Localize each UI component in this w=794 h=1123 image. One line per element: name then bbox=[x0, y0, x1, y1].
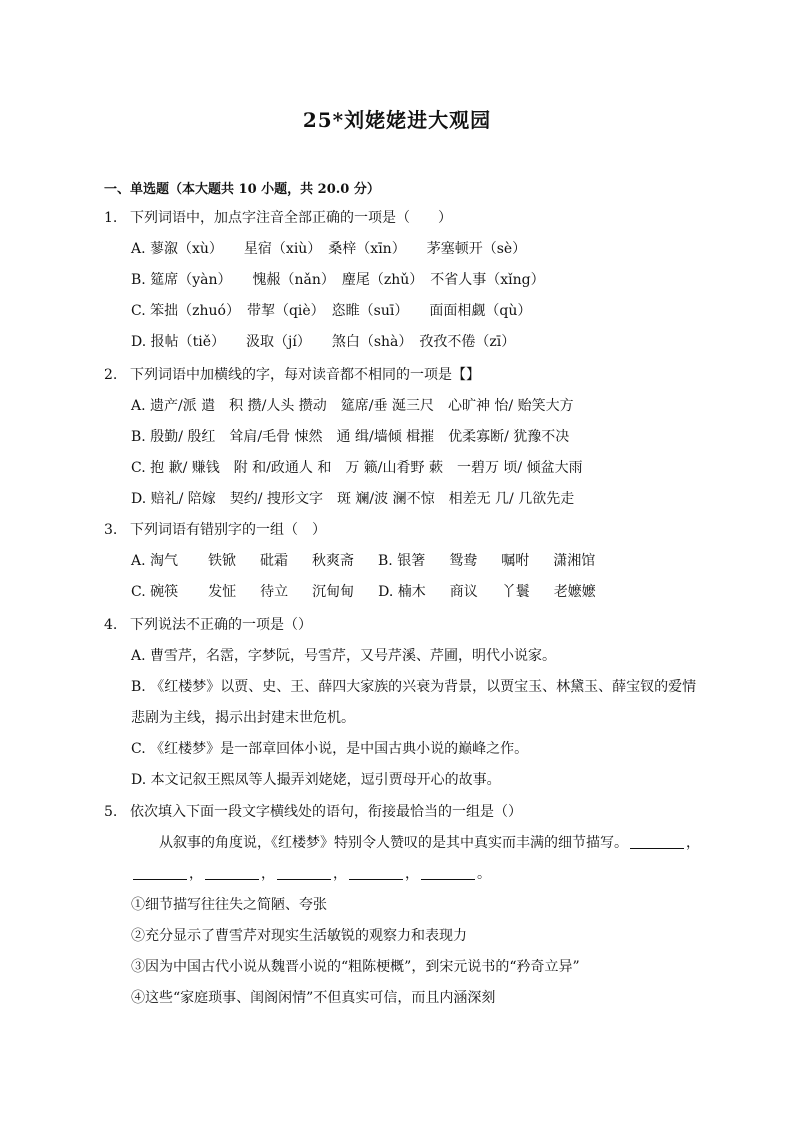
comma: ， bbox=[405, 866, 419, 882]
option-a: A. 遗产/派 遣 积 攒/人头 攒动 筵席/垂 涎三尺 心旷神 怡/ 贻笑大方 bbox=[131, 398, 574, 414]
passage-text: 从叙事的角度说，《红楼梦》特别令人赞叹的是其中真实而丰满的细节描写。 bbox=[159, 835, 628, 851]
fill-blank bbox=[277, 865, 331, 880]
option-word: 秋爽斋 bbox=[312, 553, 355, 569]
option-word: 嘱咐 bbox=[501, 553, 530, 569]
question-1 bbox=[104, 207, 452, 227]
sentence-item: ②充分显示了曹雪芹对现实生活敏锐的观察力和表现力 bbox=[131, 928, 467, 944]
option-a: A. 曹雪芹，名霑，字梦阮，号雪芹，又号芹溪、芹圃，明代小说家。 bbox=[131, 648, 557, 664]
comma: ， bbox=[189, 866, 203, 882]
option-d: D. 本文记叙王熙凤等人撮弄刘姥姥，逗引贾母开心的故事。 bbox=[131, 772, 501, 788]
options-row-2 bbox=[131, 581, 620, 601]
option-word: 发怔 bbox=[208, 584, 237, 600]
option-word: 砒霜 bbox=[260, 553, 289, 569]
sentence-item: ④这些“家庭琐事、闺阁闲情”不但真实可信，而且内涵深刻 bbox=[131, 990, 496, 1006]
question-number: 1. bbox=[104, 210, 118, 226]
comma: ， bbox=[686, 835, 700, 851]
option-word: D. 楠木 bbox=[378, 584, 426, 600]
option-word: B. 银箸 bbox=[378, 553, 426, 569]
option-b: B. 筵席（yàn） 愧赧（nǎn） 麈尾（zhǔ） 不省人事（xǐng） bbox=[131, 272, 545, 288]
option-a: A. 蓼溆（xù） 星宿（xiù） 桑梓（xīn） 茅塞顿开（sè） bbox=[131, 241, 527, 257]
comma: ， bbox=[261, 866, 275, 882]
period: 。 bbox=[477, 866, 491, 882]
fill-blank bbox=[630, 834, 684, 849]
question-stem: 下列词语有错别字的一组（ ） bbox=[130, 522, 326, 538]
question-2 bbox=[104, 364, 480, 384]
comma: ， bbox=[333, 866, 347, 882]
option-d: D. 报帖（tiě） 汲取（jí） 煞白（shà） 孜孜不倦（zī） bbox=[131, 334, 516, 350]
option-word: 丫鬟 bbox=[501, 584, 530, 600]
question-3 bbox=[104, 519, 326, 539]
option-word: 待立 bbox=[260, 584, 289, 600]
fill-blank bbox=[349, 865, 403, 880]
passage-line-2 bbox=[131, 863, 491, 883]
option-c: C. 《红楼梦》是一部章回体小说，是中国古典小说的巅峰之作。 bbox=[131, 741, 529, 757]
option-d: D. 赔礼/ 陪嫁 契约/ 捜形文字 斑 斓/波 澜不惊 相差无 几/ 几欲先走 bbox=[131, 491, 575, 507]
question-stem: 依次填入下面一段文字横线处的语句，衔接最恰当的一组是（） bbox=[130, 804, 522, 820]
passage-line-1 bbox=[159, 832, 700, 852]
option-word: A. 淘气 bbox=[131, 553, 179, 569]
question-number: 5. bbox=[104, 804, 118, 820]
question-number: 2. bbox=[104, 367, 118, 383]
option-word: 潇湘馆 bbox=[553, 553, 596, 569]
question-number: 4. bbox=[104, 617, 118, 633]
options-row-1 bbox=[131, 550, 619, 570]
sentence-item: ③因为中国古代小说从魏晋小说的“粗陈梗概”，到宋元说书的“矜奇立异” bbox=[131, 959, 580, 975]
option-b: B. 殷勤/ 殷红 耸肩/毛骨 悚然 通 缉/墙倾 楫摧 优柔寡断/ 犹豫不决 bbox=[131, 429, 570, 445]
question-stem: 下列词语中，加点字注音全部正确的一项是（ ） bbox=[130, 210, 452, 226]
option-word: 商议 bbox=[449, 584, 478, 600]
option-word: C. 碗筷 bbox=[131, 584, 179, 600]
option-c: C. 抱 歉/ 赚钱 附 和/政通人 和 万 籁/山肴野 蔌 一碧万 顷/ 倾盆大雨 bbox=[131, 460, 583, 476]
question-4 bbox=[104, 614, 312, 634]
fill-blank bbox=[205, 865, 259, 880]
fill-blank bbox=[421, 865, 475, 880]
option-word: 鸳鸯 bbox=[449, 553, 478, 569]
option-b: B. 《红楼梦》以贾、史、王、薛四大家族的兴衰为背景，以贾宝玉、林黛玉、薛宝钗的爱情 bbox=[131, 679, 697, 695]
option-word: 老嬷嬷 bbox=[553, 584, 596, 600]
fill-blank bbox=[133, 865, 187, 880]
sentence-item: ①细节描写往往失之简陋、夸张 bbox=[131, 897, 327, 913]
section-heading: 一、单选题（本大题共 10 小题，共 20.0 分） bbox=[104, 182, 380, 197]
document-title: 25*刘姥姥进大观园 bbox=[302, 108, 492, 132]
question-5 bbox=[104, 801, 522, 821]
option-word: 沉甸甸 bbox=[312, 584, 355, 600]
option-b-continued: 悲剧为主线，揭示出封建末世危机。 bbox=[131, 710, 355, 726]
question-number: 3. bbox=[104, 522, 118, 538]
option-word: 铁锨 bbox=[208, 553, 237, 569]
question-stem: 下列说法不正确的一项是（） bbox=[130, 617, 312, 633]
question-stem: 下列词语中加横线的字，每对读音都不相同的一项是【】 bbox=[130, 367, 480, 383]
option-c: C. 笨拙（zhuó） 带挈（qiè） 恣睢（suī） 面面相觑（qù） bbox=[131, 303, 532, 319]
